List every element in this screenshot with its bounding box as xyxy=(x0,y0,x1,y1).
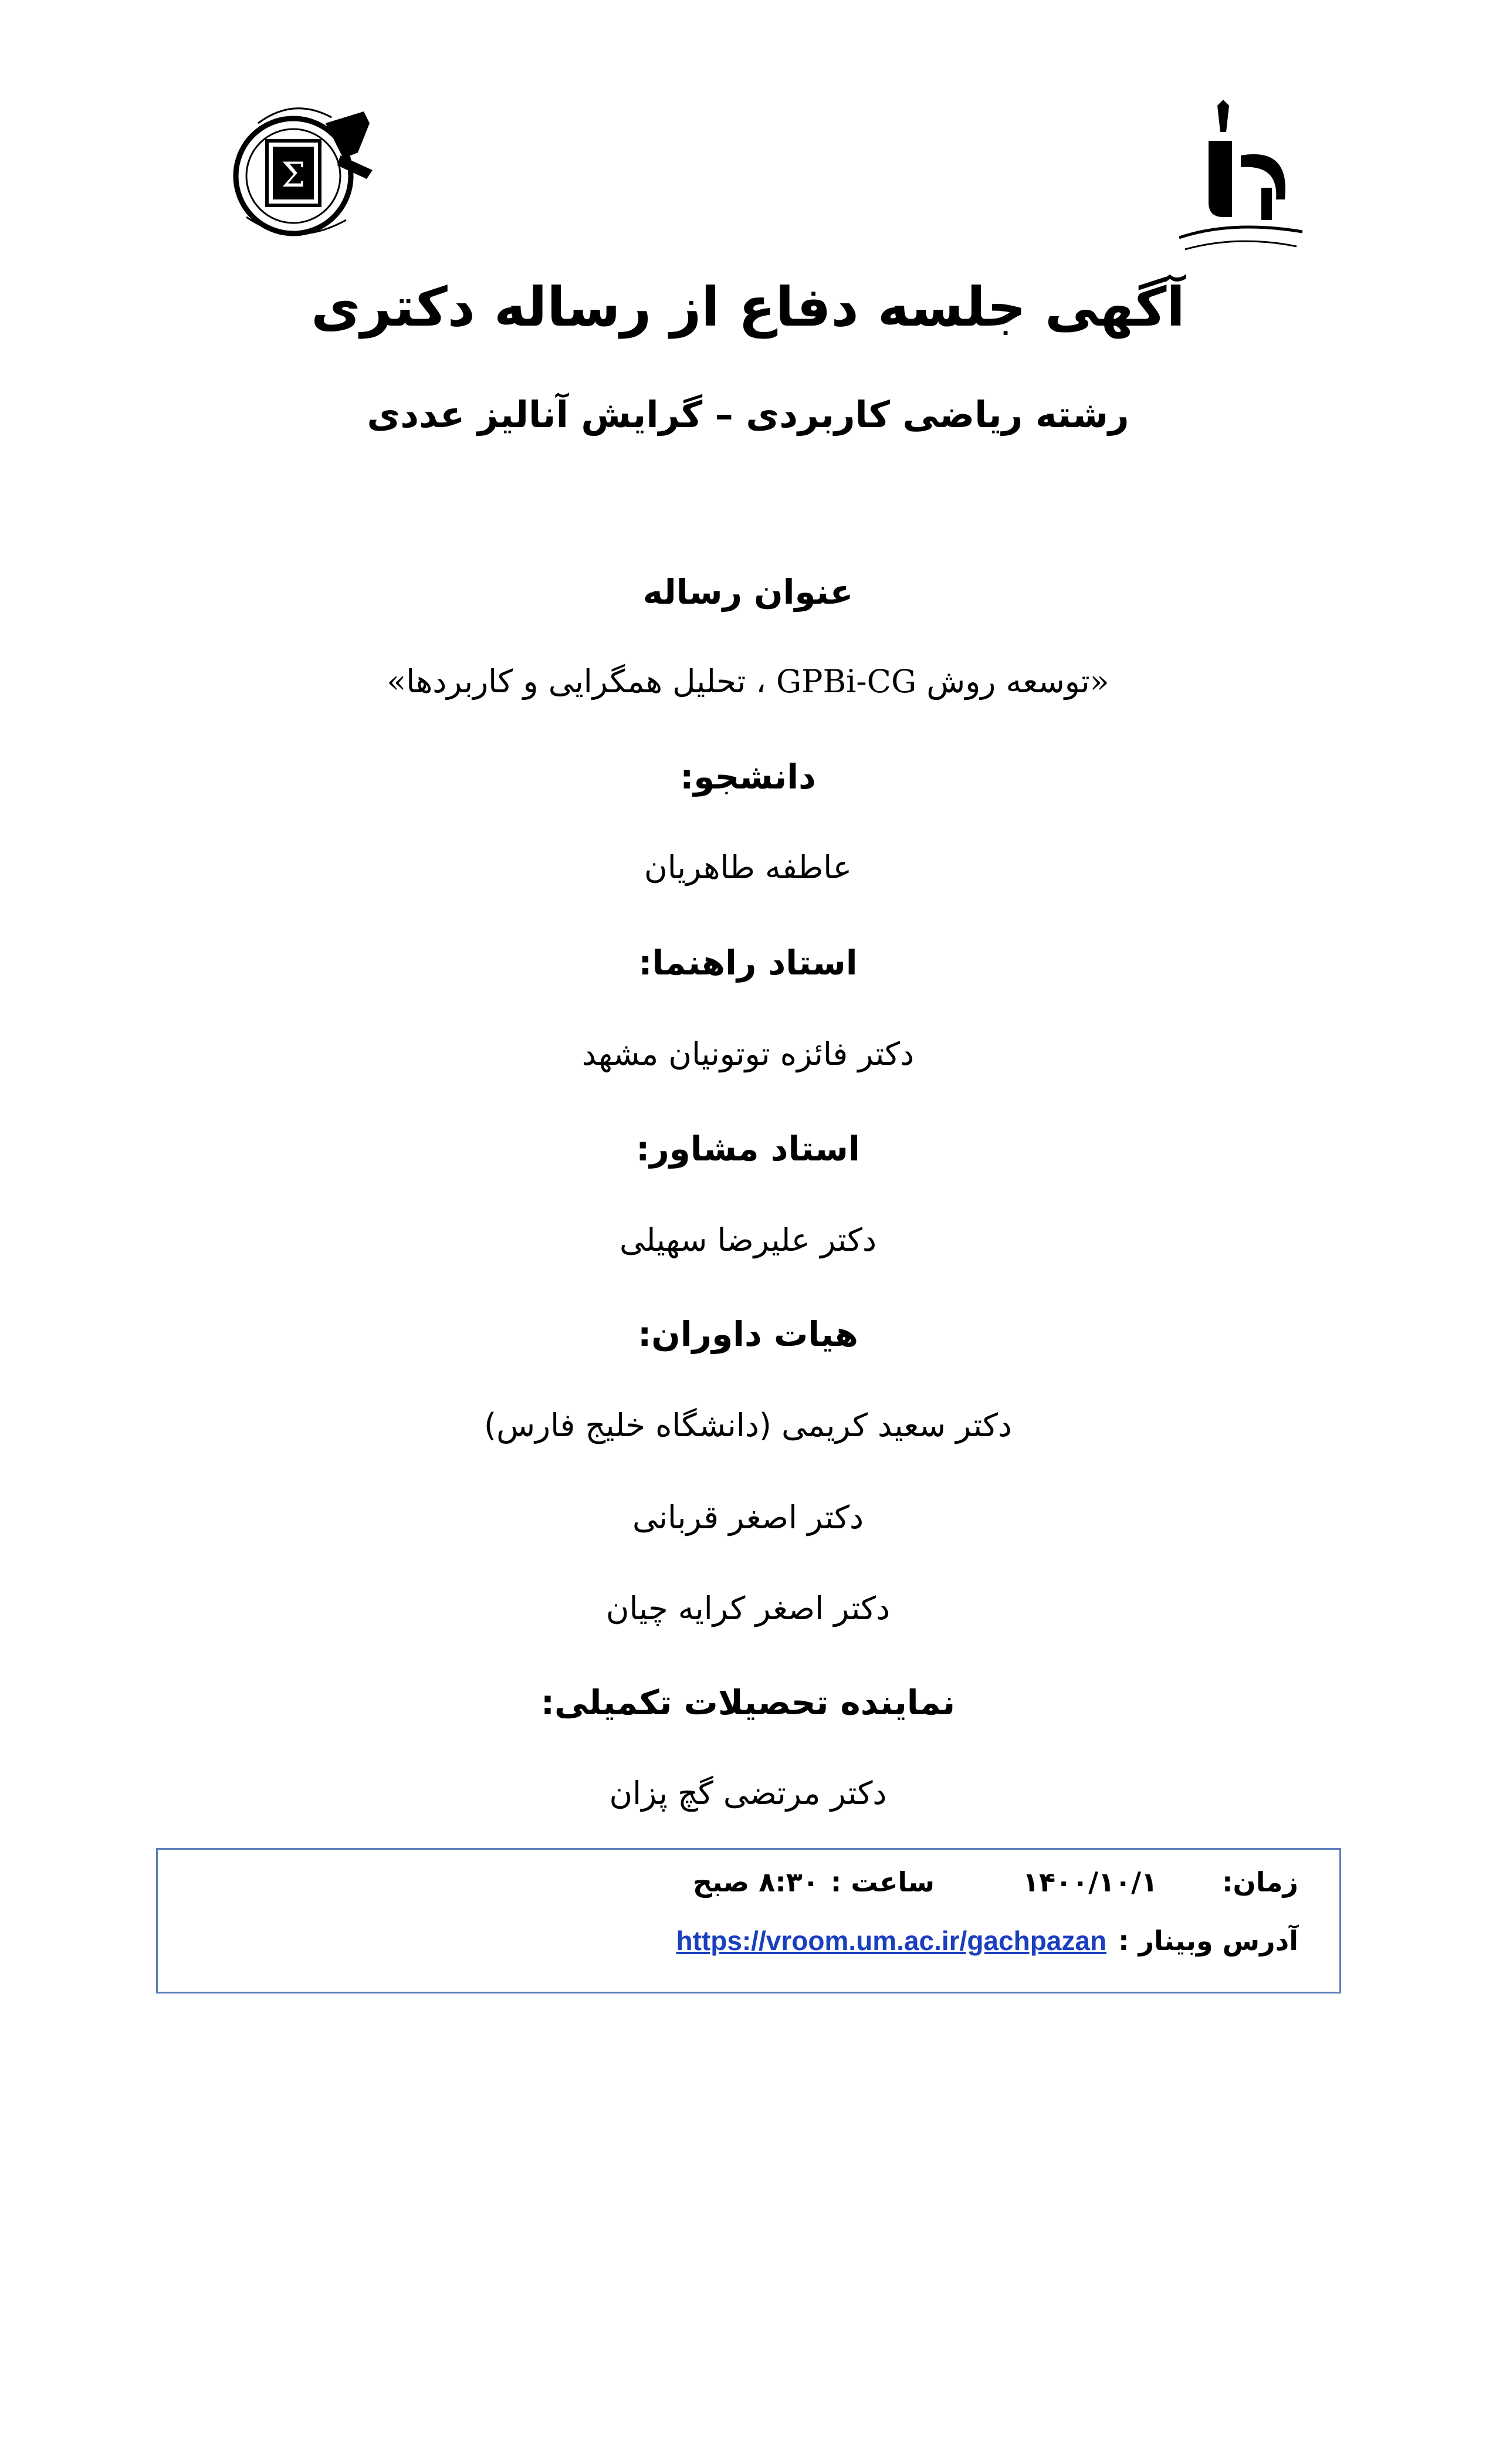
webinar-address-label: آدرس وبینار : xyxy=(1118,1925,1298,1957)
student-heading: دانشجو: xyxy=(680,757,816,797)
session-info-box xyxy=(156,1848,1341,1993)
webinar-address-row xyxy=(676,1925,1298,1957)
supervisor-heading: استاد راهنما: xyxy=(638,943,858,983)
thesis-title-value: «توسعه روش GPBi-CG ، تحلیل همگرایی و کاربردها» xyxy=(387,663,1109,700)
supervisor-name: دکتر فائزه توتونیان مشهد xyxy=(581,1035,915,1072)
date-label: زمان: xyxy=(1222,1866,1298,1898)
grad-rep-heading: نماینده تحصیلات تکمیلی: xyxy=(540,1683,956,1722)
student-name: عاطفه طاهریان xyxy=(644,849,852,886)
grad-rep-name: دکتر مرتضی گچ پزان xyxy=(609,1775,887,1812)
webinar-link[interactable]: https://vroom.um.ac.ir/gachpazan xyxy=(676,1925,1107,1956)
referee-item: دکتر سعید کریمی (دانشگاه خلیج فارس) xyxy=(484,1407,1012,1444)
time-label: ساعت : xyxy=(830,1866,935,1898)
page-title: آگهی جلسه دفاع از رساله دکتری xyxy=(311,276,1185,339)
faculty-logo-graphic xyxy=(223,100,381,270)
faculty-logo-icon xyxy=(223,100,381,270)
advisor-name: دکتر علیرضا سهیلی xyxy=(620,1221,876,1258)
university-logo-icon xyxy=(1167,100,1308,258)
referees-heading: هیات داوران: xyxy=(638,1314,858,1354)
time-value: ۸:۳۰ صبح xyxy=(692,1866,819,1898)
session-time-row xyxy=(693,1866,1298,1898)
date-value: ۱۴۰۰/۱۰/۱ xyxy=(1022,1866,1158,1898)
svg-text:Σ: Σ xyxy=(281,155,306,195)
university-logo-graphic xyxy=(1167,100,1308,258)
page-subtitle: رشته ریاضی کاربردی – گرایش آنالیز عددی xyxy=(367,393,1129,436)
referee-item: دکتر اصغر قربانی xyxy=(632,1499,864,1536)
referee-item: دکتر اصغر کرایه چیان xyxy=(605,1590,891,1627)
advisor-heading: استاد مشاور: xyxy=(636,1129,860,1169)
thesis-title-heading: عنوان رساله xyxy=(642,572,854,612)
